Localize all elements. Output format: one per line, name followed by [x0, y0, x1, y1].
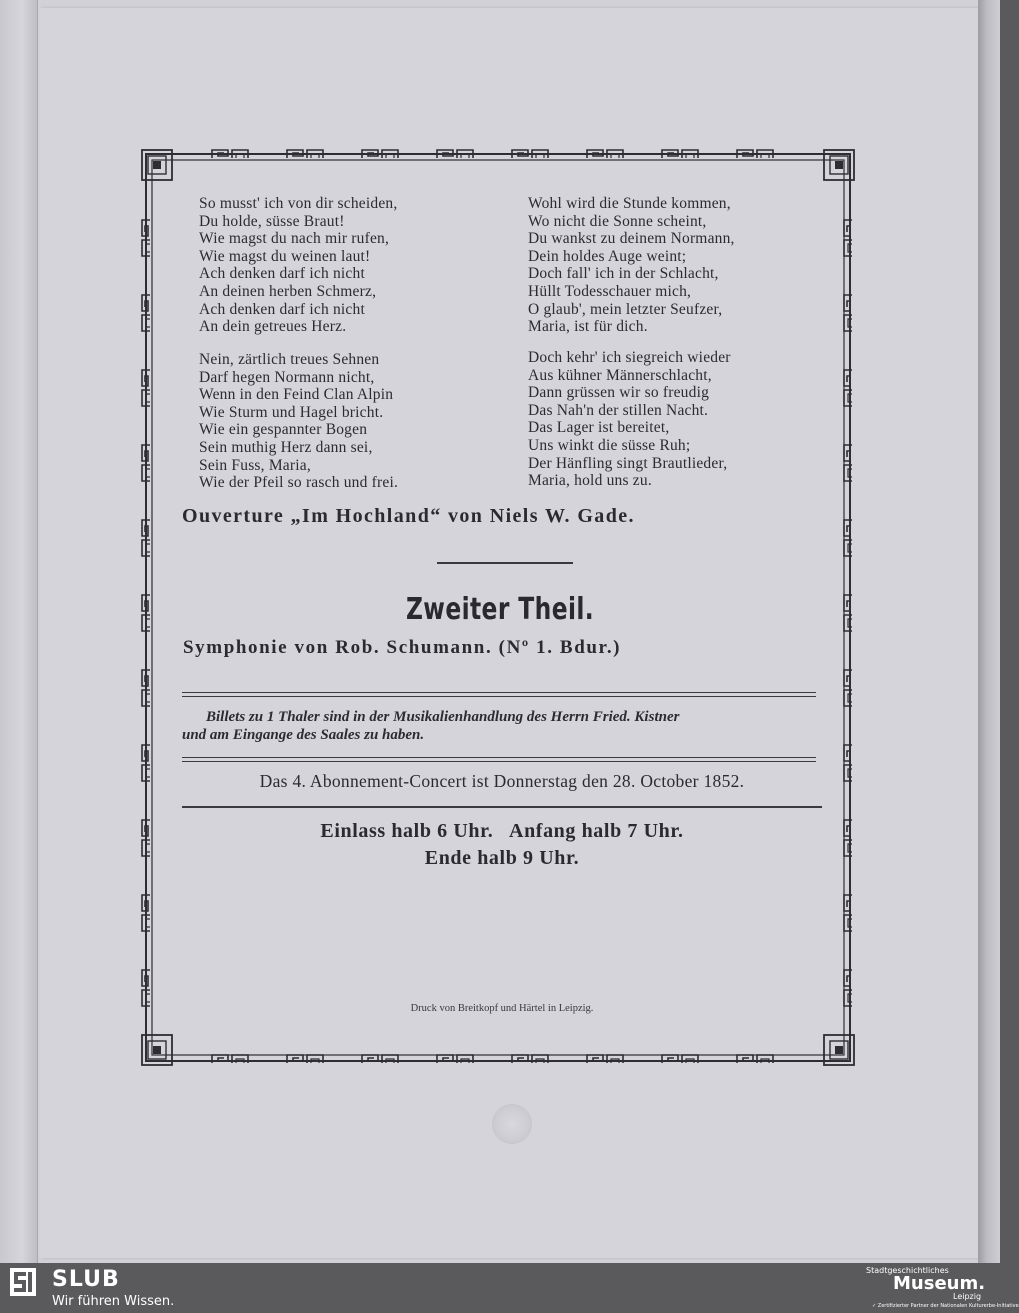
poem-line: Du holde, süsse Braut!: [199, 212, 345, 230]
slub-tagline: Wir führen Wissen.: [52, 1294, 175, 1309]
poem-line: Dein holdes Auge weint;: [528, 247, 687, 265]
einlass-line-1: Einlass halb 6 Uhr. Anfang halb 7 Uhr.: [320, 820, 684, 842]
poem-line: Wie Sturm und Hagel bricht.: [199, 403, 384, 421]
poem-line: Sein Fuss, Maria,: [199, 456, 311, 474]
slub-name[interactable]: SLUB: [52, 1267, 120, 1292]
poem-line: Sein muthig Herz dann sei,: [199, 438, 373, 456]
poem-line: Das Nah'n der stillen Nacht.: [528, 401, 709, 419]
blind-stamp: [492, 1104, 532, 1144]
poem-left-stanza-2: [199, 351, 398, 492]
poem-line: O glaub', mein letzter Seufzer,: [528, 300, 723, 318]
symphonie-line: Symphonie von Rob. Schumann. (Nº 1. Bdur.): [183, 637, 622, 658]
sheet-right-edge: [978, 0, 1000, 1263]
poem-line: Doch kehr' ich siegreich wieder: [528, 349, 731, 366]
poem-line: Wie der Pfeil so rasch und frei.: [199, 474, 399, 492]
poem-right-stanza-1: [528, 195, 735, 336]
poem-line: Wenn in den Feind Clan Alpin: [199, 386, 394, 404]
admission-times: [182, 818, 822, 872]
section-title: Zweiter Theil.: [405, 592, 595, 627]
abonnement-notice: Das 4. Abonnement-Concert ist Donnerstag den 28. October 1852.: [259, 771, 745, 791]
poem-line: So musst' ich von dir scheiden,: [199, 195, 398, 212]
poem-line: Du wankst zu deinem Normann,: [528, 230, 735, 248]
poem-line: Wie ein gespannter Bogen: [199, 421, 368, 439]
poem-line: Dann grüssen wir so freudig: [528, 384, 710, 402]
ouverture-line: Ouverture „Im Hochland“ von Niels W. Gade.: [182, 505, 635, 527]
museum-certification: ✓ Zertifizierter Partner der Nationalen Kulturerbe-Initiative: [872, 1303, 1019, 1309]
poem-line: Aus kühner Männerschlacht,: [528, 366, 712, 384]
previous-page-edge: [0, 0, 38, 1263]
poem-line: Wohl wird die Stunde kommen,: [528, 195, 731, 212]
poem-line: Maria, hold uns zu.: [528, 472, 652, 490]
museum-logo[interactable]: Museum.: [893, 1273, 986, 1294]
poem-line: Darf hegen Normann nicht,: [199, 368, 375, 386]
poem-right-stanza-2: [528, 349, 731, 490]
poem-line: Nein, zärtlich treues Sehnen: [199, 351, 380, 368]
poem-left-stanza-1: [199, 195, 397, 336]
billets-notice: [182, 708, 827, 744]
poem-line: Maria, ist für dich.: [528, 318, 648, 336]
billets-line-2: und am Eingange des Saales zu haben.: [182, 727, 425, 743]
poem-line: Ach denken darf ich nicht: [199, 300, 365, 318]
poem-line: An deinen herben Schmerz,: [199, 282, 377, 300]
double-rule-bottom: [182, 757, 816, 762]
poem-line: Uns winkt die süsse Ruh;: [528, 436, 691, 454]
poem-line: Wo nicht die Sonne scheint,: [528, 212, 707, 230]
double-rule-top: [182, 692, 816, 697]
einlass-line-2: Ende halb 9 Uhr.: [424, 847, 580, 869]
museum-city: Leipzig: [953, 1292, 982, 1301]
poem-line: Hüllt Todesschauer mich,: [528, 282, 692, 300]
poem-line: Wie magst du weinen laut!: [199, 247, 371, 265]
museum-label-small: Stadtgeschichtliches: [866, 1266, 949, 1275]
poem-line: Wie magst du nach mir rufen,: [199, 230, 390, 248]
poem-line: Das Lager ist bereitet,: [528, 419, 670, 437]
poem-line: An dein getreues Herz.: [199, 318, 347, 336]
single-rule: [182, 806, 822, 808]
poem-line: Ach denken darf ich nicht: [199, 265, 365, 283]
section-divider: [437, 562, 573, 564]
printer-imprint: Druck von Breitkopf und Härtel in Leipzig.: [410, 1003, 594, 1014]
billets-line-1: Billets zu 1 Thaler sind in der Musikalienhandlung des Herrn Fried. Kistner: [206, 709, 680, 725]
poem-line: Doch fall' ich in der Schlacht,: [528, 265, 719, 283]
poem-line: Der Hänfling singt Brautlieder,: [528, 454, 728, 472]
slub-logo-icon[interactable]: [10, 1266, 40, 1298]
